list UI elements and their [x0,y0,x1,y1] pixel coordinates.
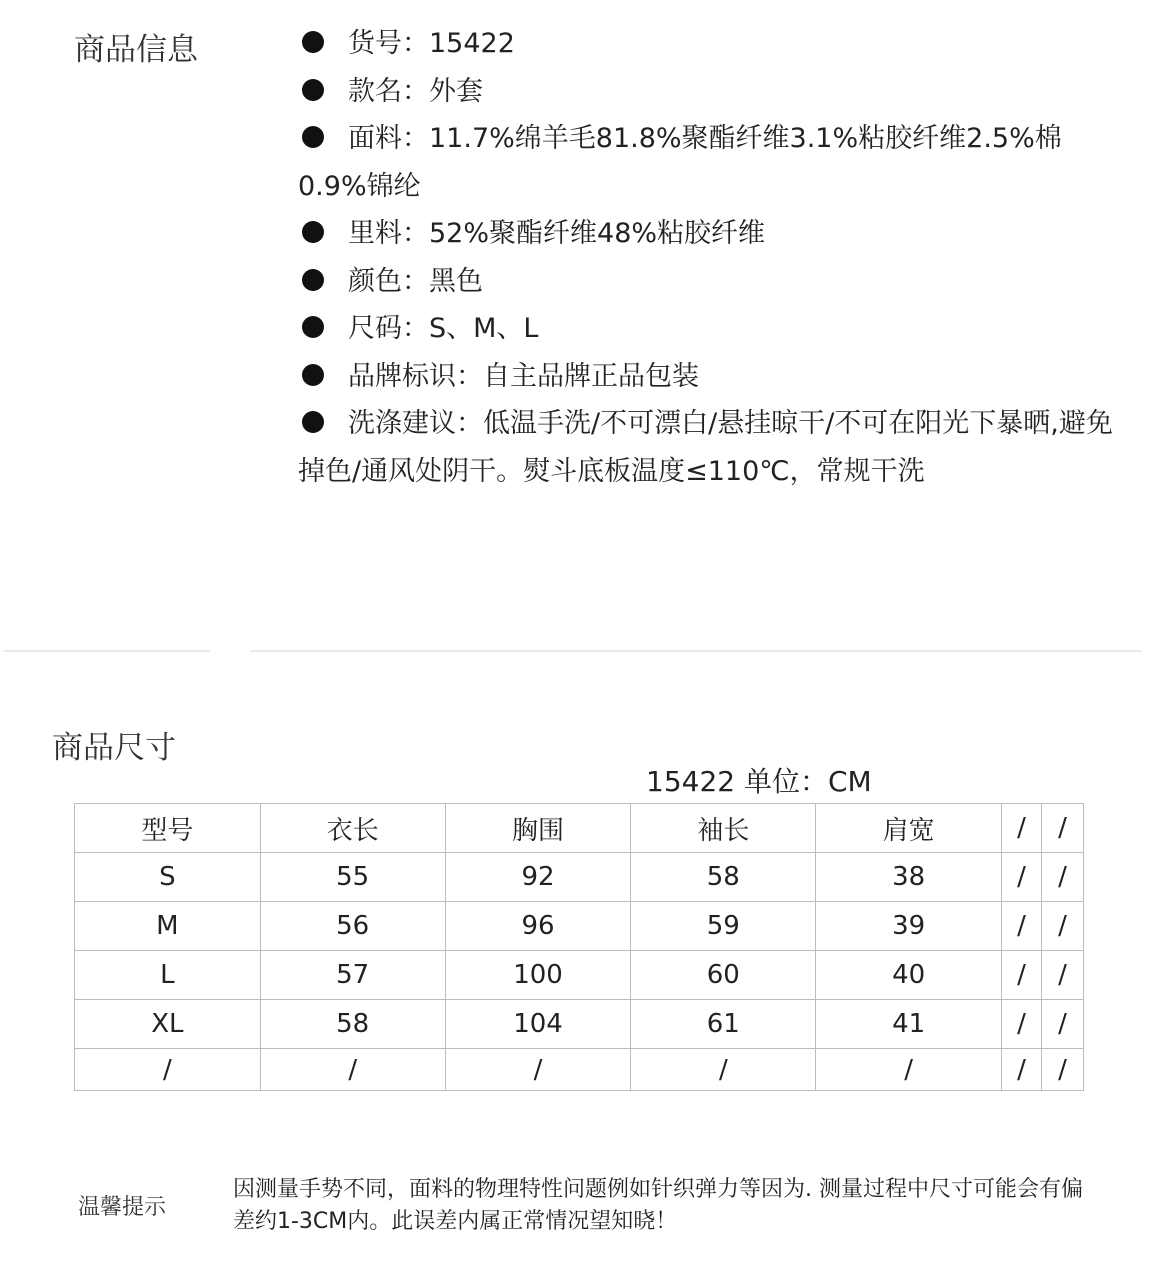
table-row [75,1000,1084,1049]
info-item-label: 款名： [348,75,429,107]
table-cell: 56 [260,902,445,951]
table-row [75,853,1084,902]
info-item-value: 自主品牌正品包装 [483,360,699,392]
info-item-value: S、M、L [429,313,539,344]
table-cell: XL [75,1000,261,1049]
info-item-label: 里料： [348,218,429,249]
table-cell: / [1002,1000,1042,1049]
divider-right [250,650,1142,652]
table-cell: / [1041,853,1083,902]
table-cell: / [260,1049,445,1091]
table-cell: 58 [631,853,816,902]
table-cell: / [1041,1000,1083,1049]
info-item-value: 外套 [429,75,483,107]
info-item-care [298,400,1128,495]
table-cell: 61 [631,1000,816,1049]
info-item-value: 11.7%绵羊毛81.8%聚酯纤维3.1%粘胶纤维2.5%棉0.9%锦纶 [298,123,1062,202]
info-item-value: 黑色 [429,265,483,297]
table-cell: 55 [260,853,445,902]
table-cell: 100 [445,951,631,1000]
info-item-label: 货号： [348,28,429,59]
table-row [75,902,1084,951]
table-cell: 104 [445,1000,631,1049]
header-cell: 型号 [75,804,261,853]
table-cell: / [1002,853,1042,902]
table-cell: / [75,1049,261,1091]
size-heading: 商品尺寸 [52,730,176,766]
header-cell: 肩宽 [816,804,1002,853]
info-item-value: 15422 [429,28,515,59]
table-cell: / [445,1049,631,1091]
info-item-label: 洗涤建议： [348,408,483,439]
table-row [75,1049,1084,1091]
header-cell: / [1041,804,1083,853]
table-cell: 57 [260,951,445,1000]
info-item-color [298,258,1128,306]
table-cell: 58 [260,1000,445,1049]
table-cell: 59 [631,902,816,951]
table-cell: 92 [445,853,631,902]
table-cell: 41 [816,1000,1002,1049]
info-item-sizes [298,305,1128,353]
bullet-icon [302,269,324,291]
table-cell: S [75,853,261,902]
table-cell: / [1002,951,1042,1000]
table-cell: 96 [445,902,631,951]
table-row [75,951,1084,1000]
table-cell: 60 [631,951,816,1000]
product-info-list [298,20,1128,495]
table-cell: 40 [816,951,1002,1000]
info-item-label: 颜色： [348,265,429,297]
header-cell: 衣长 [260,804,445,853]
info-item-value: 52%聚酯纤维48%粘胶纤维 [429,218,766,249]
info-item-value: 低温手洗/不可漂白/悬挂晾干/不可在阳光下暴晒,避免掉色/通风处阴干。熨斗底板温度≤110℃，常规干洗 [298,408,1113,487]
bullet-icon [302,31,324,53]
table-cell: / [631,1049,816,1091]
info-item-style-name [298,68,1128,116]
bullet-icon [302,411,324,433]
info-item-lining [298,210,1128,258]
info-item-fabric [298,115,1128,210]
table-header-row [75,804,1084,853]
bullet-icon [302,221,324,243]
size-unit-caption: 15422 单位：CM [646,765,872,798]
tip-text: 因测量手势不同，面料的物理特性问题例如针织弹力等因为. 测量过程中尺寸可能会有偏差约1-3CM内。此误差内属正常情况望知晓！ [233,1177,1083,1234]
tip-label: 温馨提示 [78,1195,167,1220]
info-item-label: 面料： [348,123,429,154]
product-info-heading: 商品信息 [74,32,198,68]
header-cell: 胸围 [445,804,631,853]
bullet-icon [302,316,324,338]
table-cell: / [1041,951,1083,1000]
table-cell: 39 [816,902,1002,951]
header-cell: / [1002,804,1042,853]
table-cell: / [1041,902,1083,951]
table-cell: 38 [816,853,1002,902]
table-cell: / [1041,1049,1083,1091]
bullet-icon [302,79,324,101]
table-cell: / [1002,902,1042,951]
bullet-icon [302,126,324,148]
info-item-brand [298,353,1128,401]
table-cell: / [1002,1049,1042,1091]
bullet-icon [302,364,324,386]
divider-left [4,650,210,652]
table-cell: / [816,1049,1002,1091]
info-item-article-no [298,20,1128,68]
size-table [74,803,1084,1091]
info-item-label: 尺码： [348,313,429,344]
info-item-label: 品牌标识： [348,360,483,392]
table-cell: L [75,951,261,1000]
header-cell: 袖长 [631,804,816,853]
table-cell: M [75,902,261,951]
